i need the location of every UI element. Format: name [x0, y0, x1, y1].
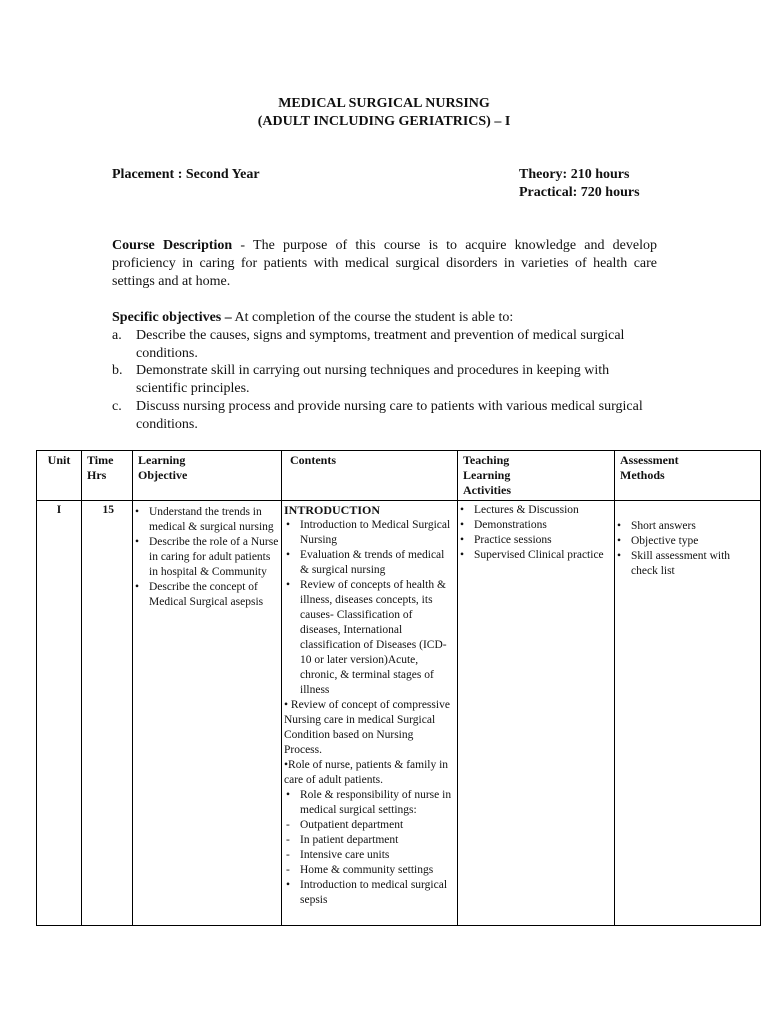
cell-assessment — [615, 501, 761, 926]
header-contents: Contents — [282, 451, 458, 501]
cell-activities — [458, 501, 615, 926]
list-item: • Objective type — [615, 534, 758, 549]
contents-list — [284, 878, 453, 908]
list-item: • Practice sessions — [458, 533, 612, 548]
header-unit: Unit — [37, 451, 82, 501]
specific-objectives-label: Specific objectives – — [112, 310, 232, 325]
theory-hours: Theory: 210 hours — [519, 167, 630, 182]
list-item: - Home & community settings — [284, 863, 453, 878]
contents-list — [284, 518, 453, 698]
list-item: • Describe the role of a Nurse in caring for adult patients in hospital & Community — [133, 535, 279, 580]
header-activities — [458, 451, 615, 501]
list-item: • Supervised Clinical practice — [458, 548, 612, 563]
activities-list — [458, 501, 614, 563]
header-objective — [133, 451, 282, 501]
contents-inline-item: • Role of nurse, patients & family in care of adult patients. — [284, 758, 453, 788]
objective-item — [112, 327, 657, 363]
objective-text: Discuss nursing process and provide nursing care to patients with various medical surgical conditions. — [136, 399, 643, 432]
table-header-row — [37, 451, 761, 501]
table-row — [37, 501, 761, 926]
objective-text: Demonstrate skill in carrying out nursing techniques and procedures in keeping with scientific principles. — [136, 363, 610, 396]
objective-marker: a. — [112, 328, 122, 343]
objectives-list — [133, 501, 281, 610]
objective-marker: c. — [112, 399, 122, 414]
course-description-label: Course Description — [112, 238, 233, 253]
contents-list — [284, 788, 453, 818]
list-item: • Understand the trends in medical & surgical nursing — [133, 505, 279, 535]
header-objective-line1: Learning — [138, 453, 186, 467]
list-item: • Introduction to Medical Surgical Nursing — [284, 518, 453, 548]
cell-contents — [282, 501, 458, 926]
list-item: • Evaluation & trends of medical & surgical nursing — [284, 548, 453, 578]
cell-unit: I — [37, 501, 82, 926]
header-tla-line2: Learning — [463, 468, 511, 482]
document-title-line2: (ADULT INCLUDING GERIATRICS) – I — [257, 114, 511, 129]
objective-text: Describe the causes, signs and symptoms, treatment and prevention of medical surgical conditions. — [136, 328, 625, 361]
list-item: • Short answers — [615, 519, 758, 534]
list-item: • Lectures & Discussion — [458, 503, 612, 518]
assessment-list — [615, 501, 760, 579]
list-item: - In patient department — [284, 833, 453, 848]
header-tla-line1: Teaching — [463, 453, 510, 467]
list-item: - Outpatient department — [284, 818, 453, 833]
list-item: • Review of concepts of health & illness, diseases concepts, its causes- Classification of diseases, International classification of Diseases (ICD-10 or later version)Acute, chronic, & terminal stages of illness — [284, 578, 453, 698]
list-item: • Role & responsibility of nurse in medical surgical settings: — [284, 788, 453, 818]
objective-item — [112, 362, 657, 398]
header-time — [82, 451, 133, 501]
header-tla-line3: Activities — [463, 483, 511, 497]
header-time-line1: Time — [87, 453, 114, 467]
list-item: - Intensive care units — [284, 848, 453, 863]
syllabus-table — [36, 450, 761, 926]
contents-heading: INTRODUCTION — [284, 503, 381, 517]
list-item: • Skill assessment with check list — [615, 549, 758, 579]
contents-dash-list — [284, 818, 453, 878]
course-description — [112, 237, 657, 291]
placement-label: Placement : Second Year — [112, 167, 260, 182]
cell-objectives — [133, 501, 282, 926]
header-assessment-line2: Methods — [620, 468, 665, 482]
list-item: • Introduction to medical surgical sepsis — [284, 878, 453, 908]
contents-inline-item: • Review of concept of compressive Nursing care in medical Surgical Condition based on Nursing Process. — [284, 698, 453, 758]
practical-hours: Practical: 720 hours — [519, 185, 640, 200]
header-objective-line2: Objective — [138, 468, 188, 482]
header-assessment — [615, 451, 761, 501]
objective-item — [112, 398, 657, 434]
header-time-line2: Hrs — [87, 468, 107, 482]
course-description-text: - The purpose of this course is to acquire knowledge and develop proficiency in caring for patients with medical surgical disorders in varieties of health care settings and at home. — [112, 238, 657, 289]
specific-objectives-intro-text: At completion of the course the student is able to: — [231, 310, 514, 325]
document-title-line1: MEDICAL SURGICAL NURSING — [278, 96, 490, 111]
list-item: • Demonstrations — [458, 518, 612, 533]
list-item: • Describe the concept of Medical Surgical asepsis — [133, 580, 279, 610]
objective-marker: b. — [112, 363, 123, 378]
cell-time: 15 — [82, 501, 133, 926]
header-assessment-line1: Assessment — [620, 453, 679, 467]
specific-objectives-intro — [112, 309, 657, 327]
